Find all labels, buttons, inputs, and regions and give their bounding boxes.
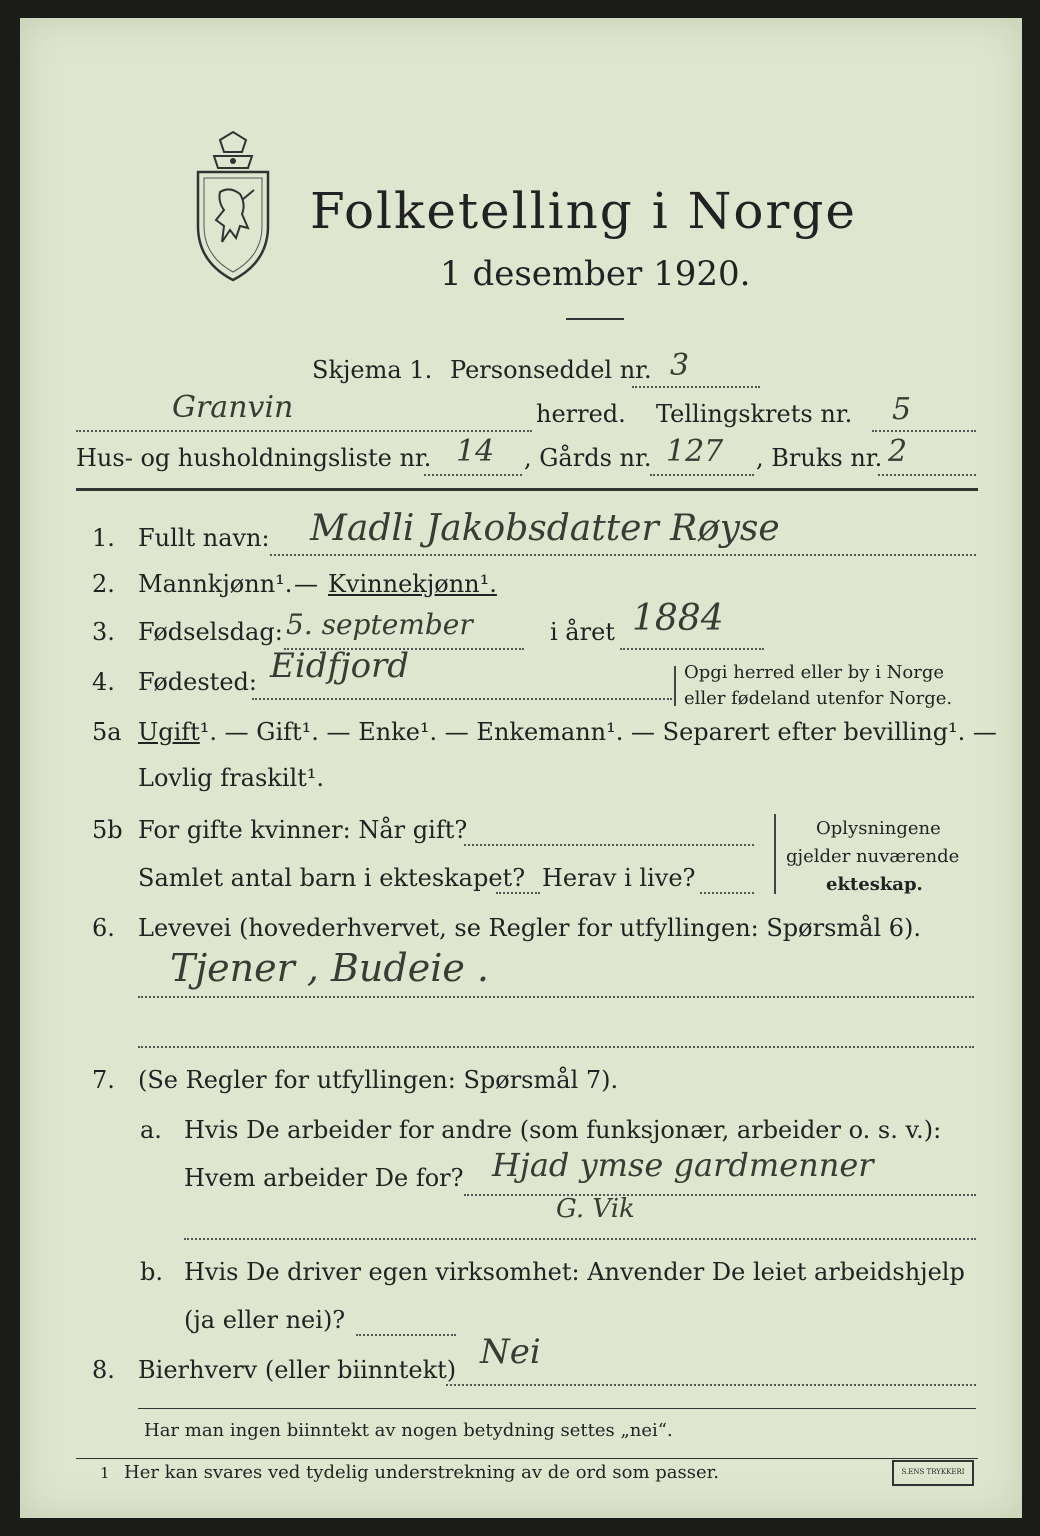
q6-number: 6. [92,914,115,942]
married-when-line [464,844,754,846]
marital-status-line [138,718,997,746]
personseddel-label: Personseddel nr. [450,356,652,384]
tellingskrets-line [872,430,976,432]
occupation-label: Levevei (hovederhvervet, se Regler for utfyllingen: Spørsmål 6). [138,914,922,942]
side-income-label: Bierhverv (eller biinntekt) [138,1356,457,1384]
hus-line [424,474,522,476]
gards-label: , Gårds nr. [524,444,652,472]
birthplace-note-2: eller fødeland utenfor Norge. [684,688,953,709]
sex-male-option[interactable]: Mannkjønn¹. [138,570,293,598]
q5b-note-2: gjelder nuværende [786,846,960,867]
q7-label: (Se Regler for utfyllingen: Spørsmål 7). [138,1066,619,1094]
q5b-number: 5b [92,816,123,844]
printer-stamp: S.ENS TRYKKERI [892,1460,974,1486]
personseddel-line [632,386,760,388]
employer-line-1 [464,1194,976,1196]
sex-separator: — [294,570,318,598]
q1-label: Fullt navn: [138,524,270,552]
marital-other-options[interactable]: ¹. — Gift¹. — Enke¹. — Enkemann¹. — Separert efter bevilling¹. — [199,718,997,746]
married-when-label: For gifte kvinner: Når gift? [138,816,468,844]
q4-brace [674,666,676,706]
occupation-value[interactable]: Tjener , Budeie . [170,946,489,990]
hus-label: Hus- og husholdningsliste nr. [76,444,432,472]
herred-label: herred. [536,400,626,428]
full-name-value[interactable]: Madli Jakobsdatter Røyse [310,508,780,549]
q7a-text: Hvis De arbeider for andre (som funksjonær, arbeider o. s. v.): [184,1116,942,1144]
footer-rule-2 [76,1458,978,1459]
q7-number: 7. [92,1066,115,1094]
birthplace-note-1: Opgi herred eller by i Norge [684,662,945,683]
gards-line [650,474,754,476]
q5b-brace [774,814,776,894]
birth-year-value[interactable]: 1884 [632,598,724,639]
birthplace-line [252,698,672,700]
year-line [620,648,764,650]
q8-number: 8. [92,1356,115,1384]
children-total-line [496,892,540,894]
year-label: i året [550,618,615,646]
q7b-letter: b. [140,1258,163,1286]
q7a-letter: a. [140,1116,162,1144]
q5a-number: 5a [92,718,122,746]
footer-rule-1 [138,1408,976,1409]
children-total-label: Samlet antal barn i ekteskapet? [138,864,526,892]
employer-value-2[interactable]: G. Vik [556,1194,635,1224]
sex-female-option[interactable]: Kvinnekjønn¹. [328,570,497,598]
q1-number: 1. [92,524,115,552]
employer-value[interactable]: Hjad ymse gardmenner [492,1146,874,1184]
occupation-line-1 [138,996,974,998]
side-income-line [446,1384,976,1386]
employer-label: Hvem arbeider De for? [184,1164,464,1192]
footnote-text: Her kan svares ved tydelig understrekning av de ord som passer. [124,1462,719,1483]
children-alive-line [700,892,754,894]
q5b-note-1: Oplysningene [816,818,941,839]
hired-help-label: (ja eller nei)? [184,1306,346,1334]
occupation-line-2 [138,1046,974,1048]
bruks-label: , Bruks nr. [756,444,883,472]
coat-of-arms-icon [190,130,276,282]
q3-number: 3. [92,618,115,646]
q3-label: Fødselsdag: [138,618,283,646]
herred-value[interactable]: Granvin [172,390,294,425]
hus-value[interactable]: 14 [456,434,495,469]
q1-line [270,554,976,556]
q4-label: Fødested: [138,668,257,696]
footnote-number: 1 [100,1464,110,1482]
q7b-text: Hvis De driver egen virksomhet: Anvender De leiet arbeidshjelp [184,1258,965,1286]
footer-note: Har man ingen biinntekt av nogen betydning settes „nei“. [144,1420,673,1441]
hired-help-line [356,1334,456,1336]
q5b-note-3: ekteskap. [826,874,923,895]
census-date: 1 desember 1920. [440,254,751,294]
marital-divorced-option[interactable]: Lovlig fraskilt¹. [138,764,325,792]
header-rule [76,488,978,491]
birthday-value[interactable]: 5. september [286,608,473,641]
skjema-label: Skjema 1. [312,356,433,384]
birthplace-value[interactable]: Eidfjord [270,646,410,686]
side-income-value[interactable]: Nei [480,1332,541,1372]
census-form [20,18,1022,1518]
form-title: Folketelling i Norge [310,182,857,240]
children-alive-label: Herav i live? [542,864,696,892]
employer-line-2 [184,1238,976,1240]
title-divider [566,318,624,320]
marital-ugift-option[interactable]: Ugift [138,718,200,746]
tellingskrets-label: Tellingskrets nr. [656,400,853,428]
herred-line [76,430,532,432]
tellingskrets-value[interactable]: 5 [892,392,912,427]
gards-value[interactable]: 127 [666,434,724,469]
bruks-value[interactable]: 2 [888,434,908,469]
q2-number: 2. [92,570,115,598]
q4-number: 4. [92,668,115,696]
personseddel-value[interactable]: 3 [670,348,690,383]
bruks-line [878,474,976,476]
